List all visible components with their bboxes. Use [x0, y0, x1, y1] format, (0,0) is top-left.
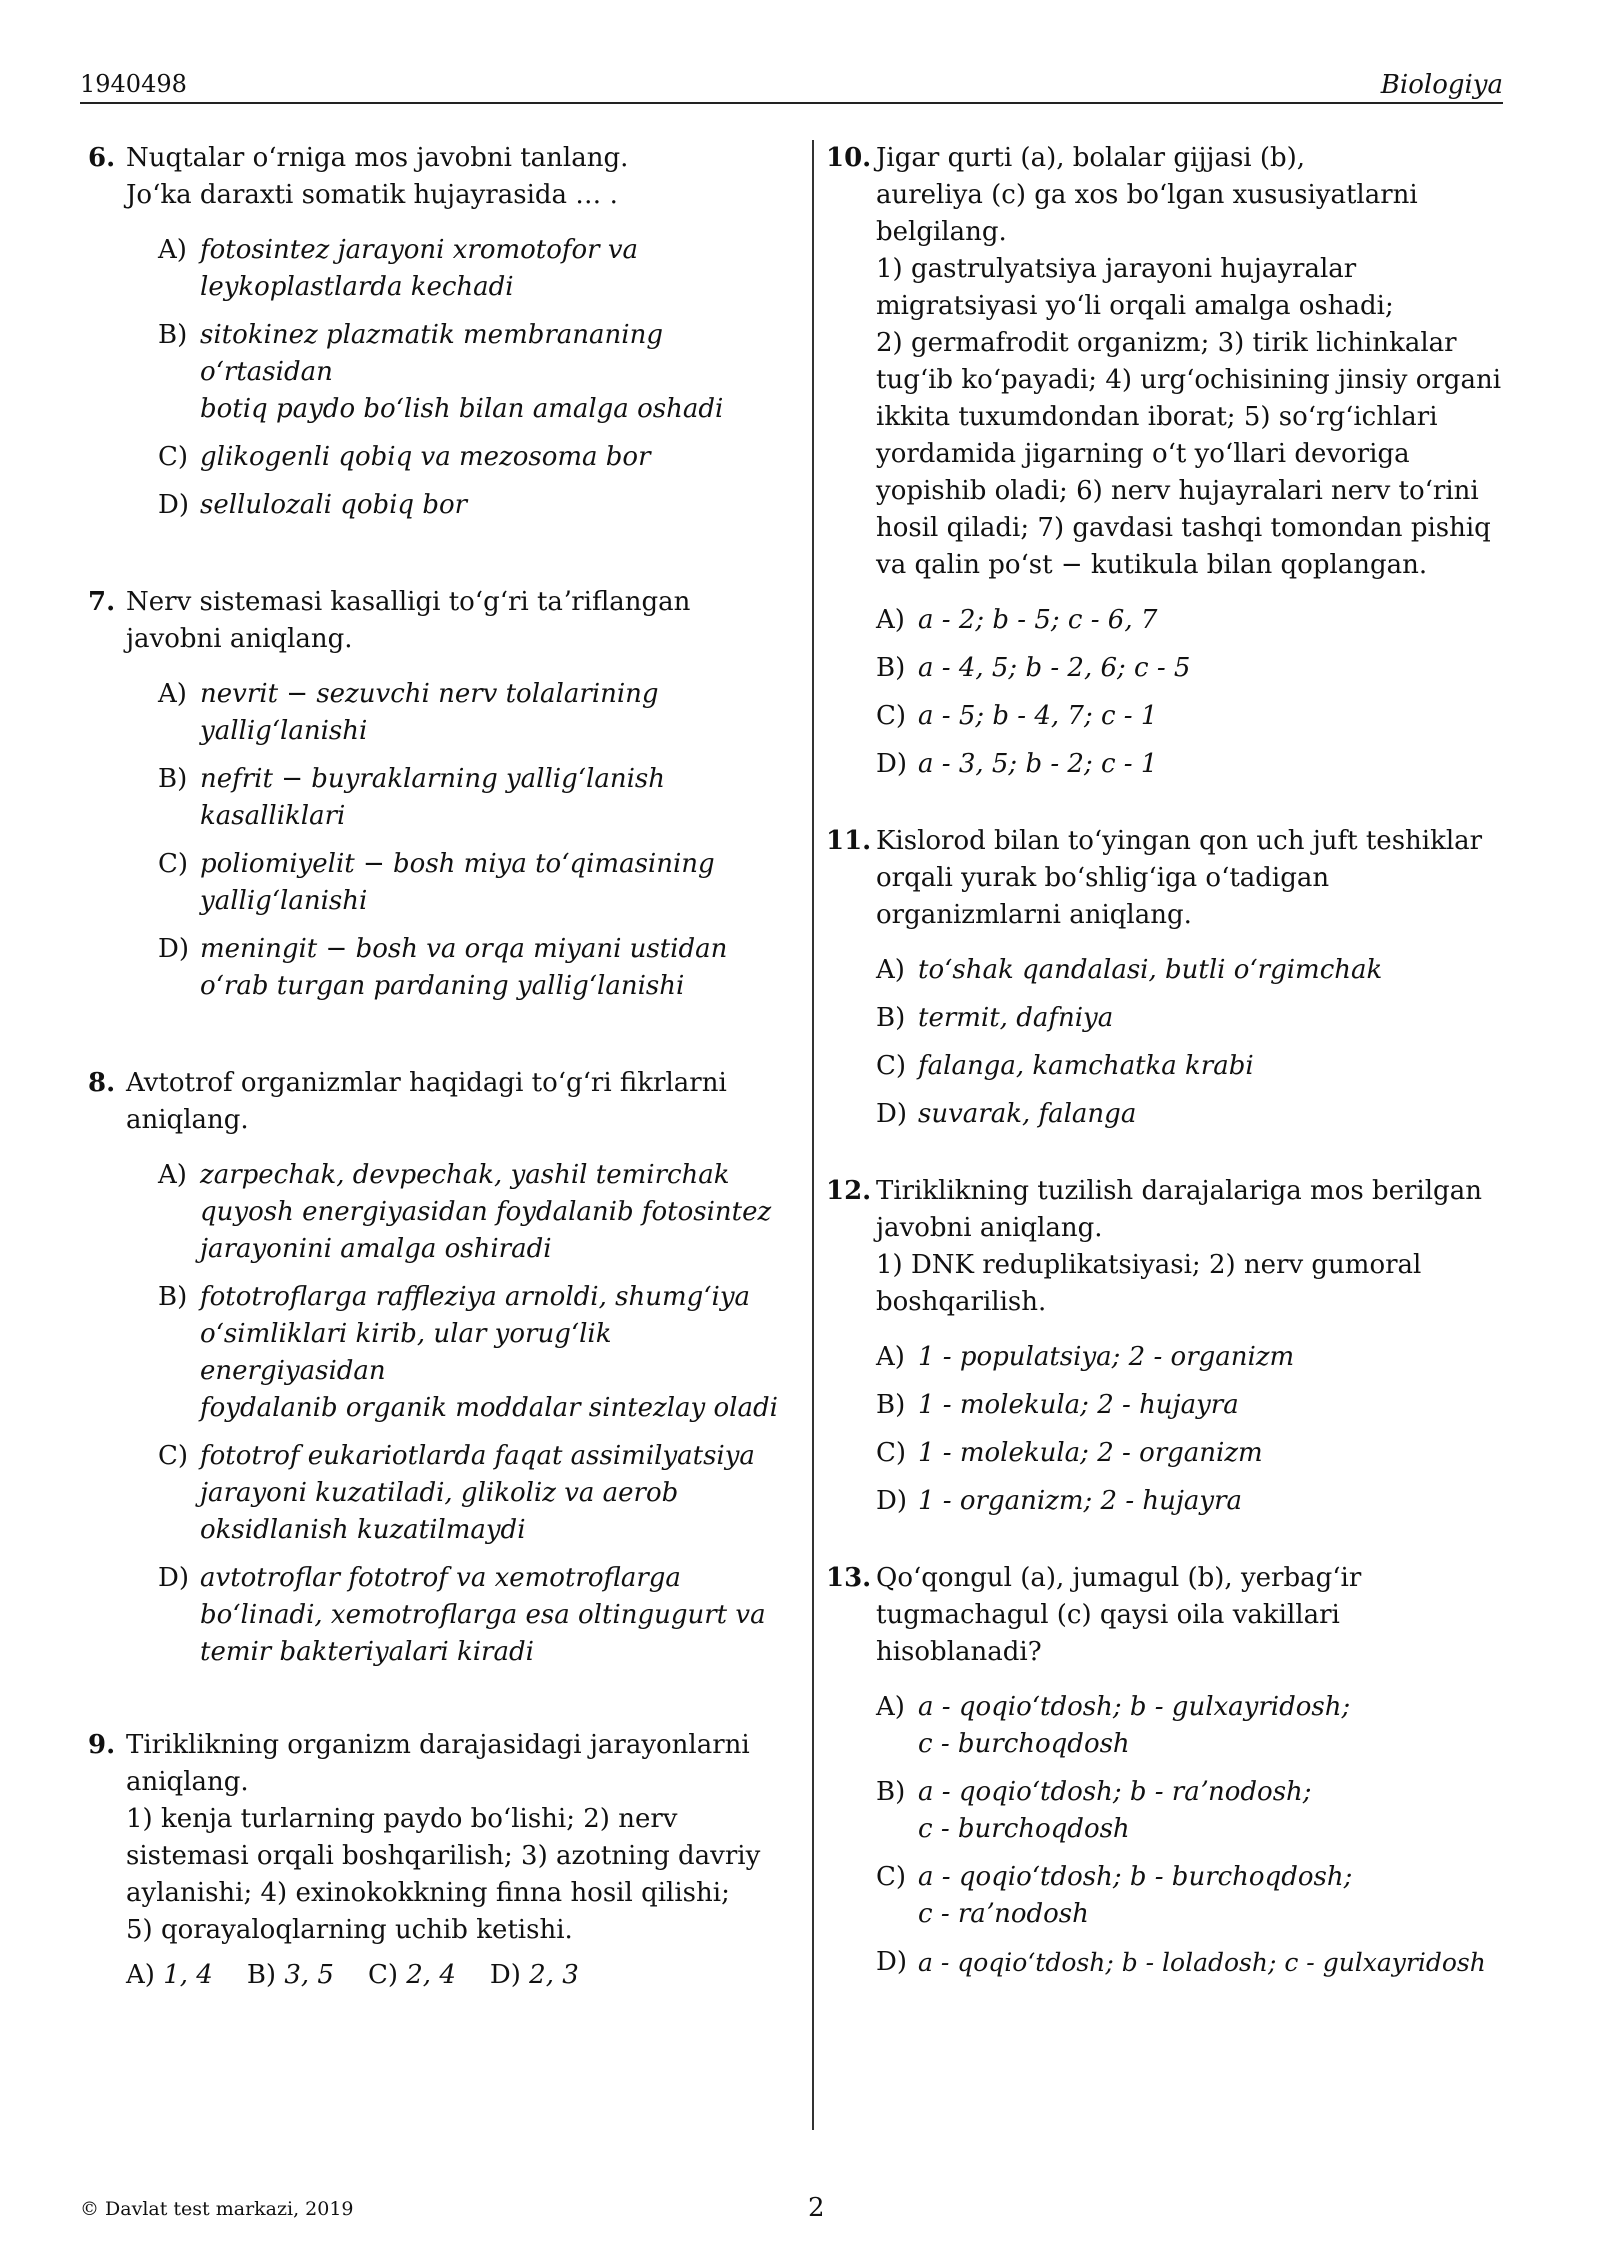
option-label: B) — [158, 1282, 188, 1312]
option-c[interactable] — [368, 1957, 456, 1994]
option-label: A) — [876, 1692, 905, 1722]
option-d[interactable] — [876, 746, 1516, 783]
option-d[interactable] — [876, 1096, 1516, 1133]
option-label: B) — [876, 1390, 906, 1420]
option-text: a - qoqioʻtdosh; b - raʼnodosh; c - burchoqdosh — [918, 1777, 1312, 1844]
option-text: fotosintez jarayoni xromotofor va leykoplastlarda kechadi — [200, 235, 639, 302]
option-text: meningit − bosh va orqa miyani ustidan oʻrab turgan pardaning yalligʻlanishi — [200, 934, 728, 1001]
subject-title: Biologiya — [1380, 70, 1503, 100]
option-c[interactable] — [158, 439, 778, 476]
option-b[interactable] — [247, 1957, 334, 1994]
option-label: C) — [367, 1960, 398, 1990]
option-b[interactable] — [876, 650, 1516, 687]
question-number: 13. — [826, 1563, 872, 1593]
question-number: 7. — [88, 587, 116, 617]
question-text: Nuqtalar oʻrniga mos javobni tanlang. Joʻka daraxti somatik hujayrasida … . — [126, 143, 629, 210]
option-label: D) — [489, 1960, 521, 1990]
option-d[interactable] — [876, 1483, 1516, 1520]
option-text: a - qoqioʻtdosh; b - gulxayridosh; c - burchoqdosh — [918, 1692, 1351, 1759]
option-a[interactable] — [876, 1339, 1516, 1376]
option-text: sellulozali qobiq bor — [200, 490, 468, 520]
option-text: 1 - molekula; 2 - organizm — [918, 1438, 1263, 1468]
page-number: 2 — [808, 2193, 825, 2223]
option-label: B) — [876, 1777, 906, 1807]
option-label: C) — [876, 1438, 907, 1468]
option-label: B) — [158, 320, 188, 350]
option-text: 2, 4 — [406, 1960, 456, 1990]
answer-options — [876, 602, 1516, 783]
option-text: suvarak, falanga — [918, 1099, 1137, 1129]
header-rule — [80, 102, 1503, 104]
option-label: B) — [246, 1960, 277, 1990]
copyright-footer: © Davlat test markazi, 2019 — [80, 2198, 354, 2220]
question-8 — [88, 1065, 778, 1671]
question-9 — [88, 1727, 778, 1994]
option-label: D) — [158, 490, 189, 520]
option-b[interactable] — [876, 1387, 1516, 1424]
option-label: A) — [876, 605, 905, 635]
option-text: sitokinez plazmatik membrananing oʻrtasidan botiq paydo boʻlish bilan amalga oshadi — [200, 320, 724, 424]
option-label: A) — [158, 1160, 187, 1190]
option-a[interactable] — [876, 1689, 1516, 1763]
option-a[interactable] — [126, 1957, 213, 1994]
question-number: 11. — [826, 826, 872, 856]
option-text: a - 4, 5; b - 2, 6; c - 5 — [918, 653, 1191, 683]
option-a[interactable] — [876, 952, 1516, 989]
option-text: 1 - molekula; 2 - hujayra — [918, 1390, 1239, 1420]
option-label: C) — [158, 442, 189, 472]
option-a[interactable] — [158, 232, 778, 306]
option-text: poliomiyelit − bosh miya toʻqimasining yalligʻlanishi — [200, 849, 715, 916]
question-6 — [88, 140, 778, 524]
question-11 — [826, 823, 1516, 1133]
question-number: 6. — [88, 143, 116, 173]
option-label: D) — [158, 1563, 189, 1593]
option-c[interactable] — [876, 1859, 1516, 1933]
question-number: 9. — [88, 1730, 116, 1760]
option-text: a - qoqioʻtdosh; b - loladosh; c - gulxayridosh — [918, 1948, 1486, 1977]
question-text: Avtotrof organizmlar haqidagi toʻgʻri fikrlarni aniqlang. — [126, 1068, 727, 1135]
option-label: A) — [158, 679, 187, 709]
option-a[interactable] — [876, 602, 1516, 639]
option-a[interactable] — [158, 676, 778, 750]
question-13 — [826, 1560, 1516, 1981]
page-header — [80, 64, 1503, 104]
answer-options — [876, 1689, 1516, 1981]
option-text: 3, 5 — [284, 1960, 334, 1990]
question-7 — [88, 584, 778, 1005]
option-text: fototrof eukariotlarda faqat assimilyatsiya jarayoni kuzatiladi, glikoliz va aerob oksidlanish kuzatilmaydi — [200, 1441, 755, 1545]
option-text: 1, 4 — [163, 1960, 213, 1990]
option-text: termit, dafniya — [918, 1003, 1114, 1033]
option-text: 1 - organizm; 2 - hujayra — [918, 1486, 1243, 1516]
test-code: 1940498 — [80, 70, 187, 98]
option-text: a - 2; b - 5; c - 6, 7 — [918, 605, 1158, 635]
option-label: D) — [876, 749, 907, 779]
question-number: 12. — [826, 1176, 872, 1206]
question-text: Qoʻqongul (a), jumagul (b), yerbagʻir tugmachagul (c) qaysi oila vakillari hisoblanadi? — [876, 1563, 1362, 1667]
option-label: A) — [158, 235, 187, 265]
answer-options — [126, 1957, 778, 1994]
option-b[interactable] — [158, 761, 778, 835]
option-label: D) — [876, 1947, 907, 1977]
option-text: falanga, kamchatka krabi — [918, 1051, 1254, 1081]
option-text: a - 5; b - 4, 7; c - 1 — [918, 701, 1158, 731]
answer-options — [876, 952, 1516, 1133]
option-d[interactable] — [158, 931, 778, 1005]
option-text: nefrit − buyraklarning yalligʻlanish kasalliklari — [200, 764, 665, 831]
question-number: 10. — [826, 143, 872, 173]
question-12 — [826, 1173, 1516, 1520]
option-text: glikogenli qobiq va mezosoma bor — [200, 442, 651, 472]
option-d[interactable] — [158, 1560, 778, 1671]
option-label: C) — [158, 1441, 189, 1471]
option-b[interactable] — [876, 1774, 1516, 1848]
left-column — [88, 140, 778, 1994]
option-b[interactable] — [158, 1279, 778, 1427]
question-text: Jigar qurti (a), bolalar gijjasi (b), aureliya (c) ga xos boʻlgan xususiyatlarni belgilang. 1) gastrulyatsiya jarayoni hujayralar migratsiyasi yoʻli orqali amalga oshadi; 2) germafrodit organizm; 3) tirik lichinkalar tugʻib koʻpayadi; 4) urgʻochisining jinsiy organi ikkita tuxumdondan iborat; 5) soʻrgʻichlari yordamida jigarning oʻt yoʻllari devoriga yopishib oladi; 6) nerv hujayralari nerv toʻrini hosil qiladi; 7) gavdasi tashqi tomondan pishiq va qalin poʻst − kutikula bilan qoplangan. — [876, 143, 1502, 580]
option-text: fototroflarga raffleziya arnoldi, shumgʻiya oʻsimliklari kirib, ular yorugʻlik energiyasidan foydalanib organik moddalar sintezlay oladi — [200, 1282, 778, 1423]
option-label: D) — [158, 934, 189, 964]
option-label: C) — [876, 1051, 907, 1081]
option-text: 2, 3 — [529, 1960, 579, 1990]
option-text: a - qoqioʻtdosh; b - burchoqdosh; c - raʼnodosh — [918, 1862, 1353, 1929]
answer-options — [126, 1157, 778, 1671]
option-d[interactable] — [876, 1944, 1516, 1981]
answer-options — [876, 1339, 1516, 1520]
option-label: A) — [126, 1960, 155, 1990]
option-label: A) — [876, 955, 905, 985]
question-text: Kislorod bilan toʻyingan qon uch juft teshiklar orqali yurak boʻshligʻiga oʻtadigan organizmlarni aniqlang. — [876, 826, 1483, 930]
option-label: C) — [876, 701, 907, 731]
question-number: 8. — [88, 1068, 116, 1098]
option-text: toʻshak qandalasi, butli oʻrgimchak — [918, 955, 1383, 985]
option-c[interactable] — [158, 1438, 778, 1549]
question-text: Tiriklikning tuzilish darajalariga mos berilgan javobni aniqlang. 1) DNK reduplikatsiyasi; 2) nerv gumoral boshqarilish. — [876, 1176, 1482, 1317]
option-text: a - 3, 5; b - 2; c - 1 — [918, 749, 1158, 779]
right-column — [826, 140, 1516, 1992]
option-d[interactable] — [158, 487, 778, 524]
option-text: nevrit − sezuvchi nerv tolalarining yalligʻlanishi — [200, 679, 659, 746]
option-label: C) — [876, 1862, 907, 1892]
option-label: D) — [876, 1486, 907, 1516]
option-label: B) — [876, 1003, 906, 1033]
option-label: C) — [158, 849, 189, 879]
option-text: zarpechak, devpechak, yashil temirchak quyosh energiyasidan foydalanib fotosintez jarayonini amalga oshiradi — [200, 1160, 772, 1264]
option-a[interactable] — [158, 1157, 778, 1268]
question-text: Nerv sistemasi kasalligi toʻgʻri taʼriflangan javobni aniqlang. — [126, 587, 691, 654]
option-c[interactable] — [876, 1435, 1516, 1472]
option-b[interactable] — [876, 1000, 1516, 1037]
option-c[interactable] — [876, 698, 1516, 735]
option-text: avtotroflar fototrof va xemotroflarga boʻlinadi, xemotroflarga esa oltingugurt va temir bakteriyalari kiradi — [200, 1563, 766, 1667]
option-d[interactable] — [490, 1957, 579, 1994]
question-text: Tiriklikning organizm darajasidagi jarayonlarni aniqlang. 1) kenja turlarning paydo boʻlishi; 2) nerv sistemasi orqali boshqarilish; 3) azotning davriy aylanishi; 4) exinokokkning finna hosil qilishi; 5) qorayaloqlarning uchib ketishi. — [126, 1730, 761, 1945]
option-label: B) — [876, 653, 906, 683]
option-label: A) — [876, 1342, 905, 1372]
option-label: B) — [158, 764, 188, 794]
answer-options — [126, 676, 778, 1005]
option-label: D) — [876, 1099, 907, 1129]
answer-options — [126, 232, 778, 524]
question-10 — [826, 140, 1516, 783]
option-b[interactable] — [158, 317, 778, 428]
column-divider — [812, 140, 814, 2130]
option-c[interactable] — [876, 1048, 1516, 1085]
option-c[interactable] — [158, 846, 778, 920]
option-text: 1 - populatsiya; 2 - organizm — [918, 1342, 1295, 1372]
